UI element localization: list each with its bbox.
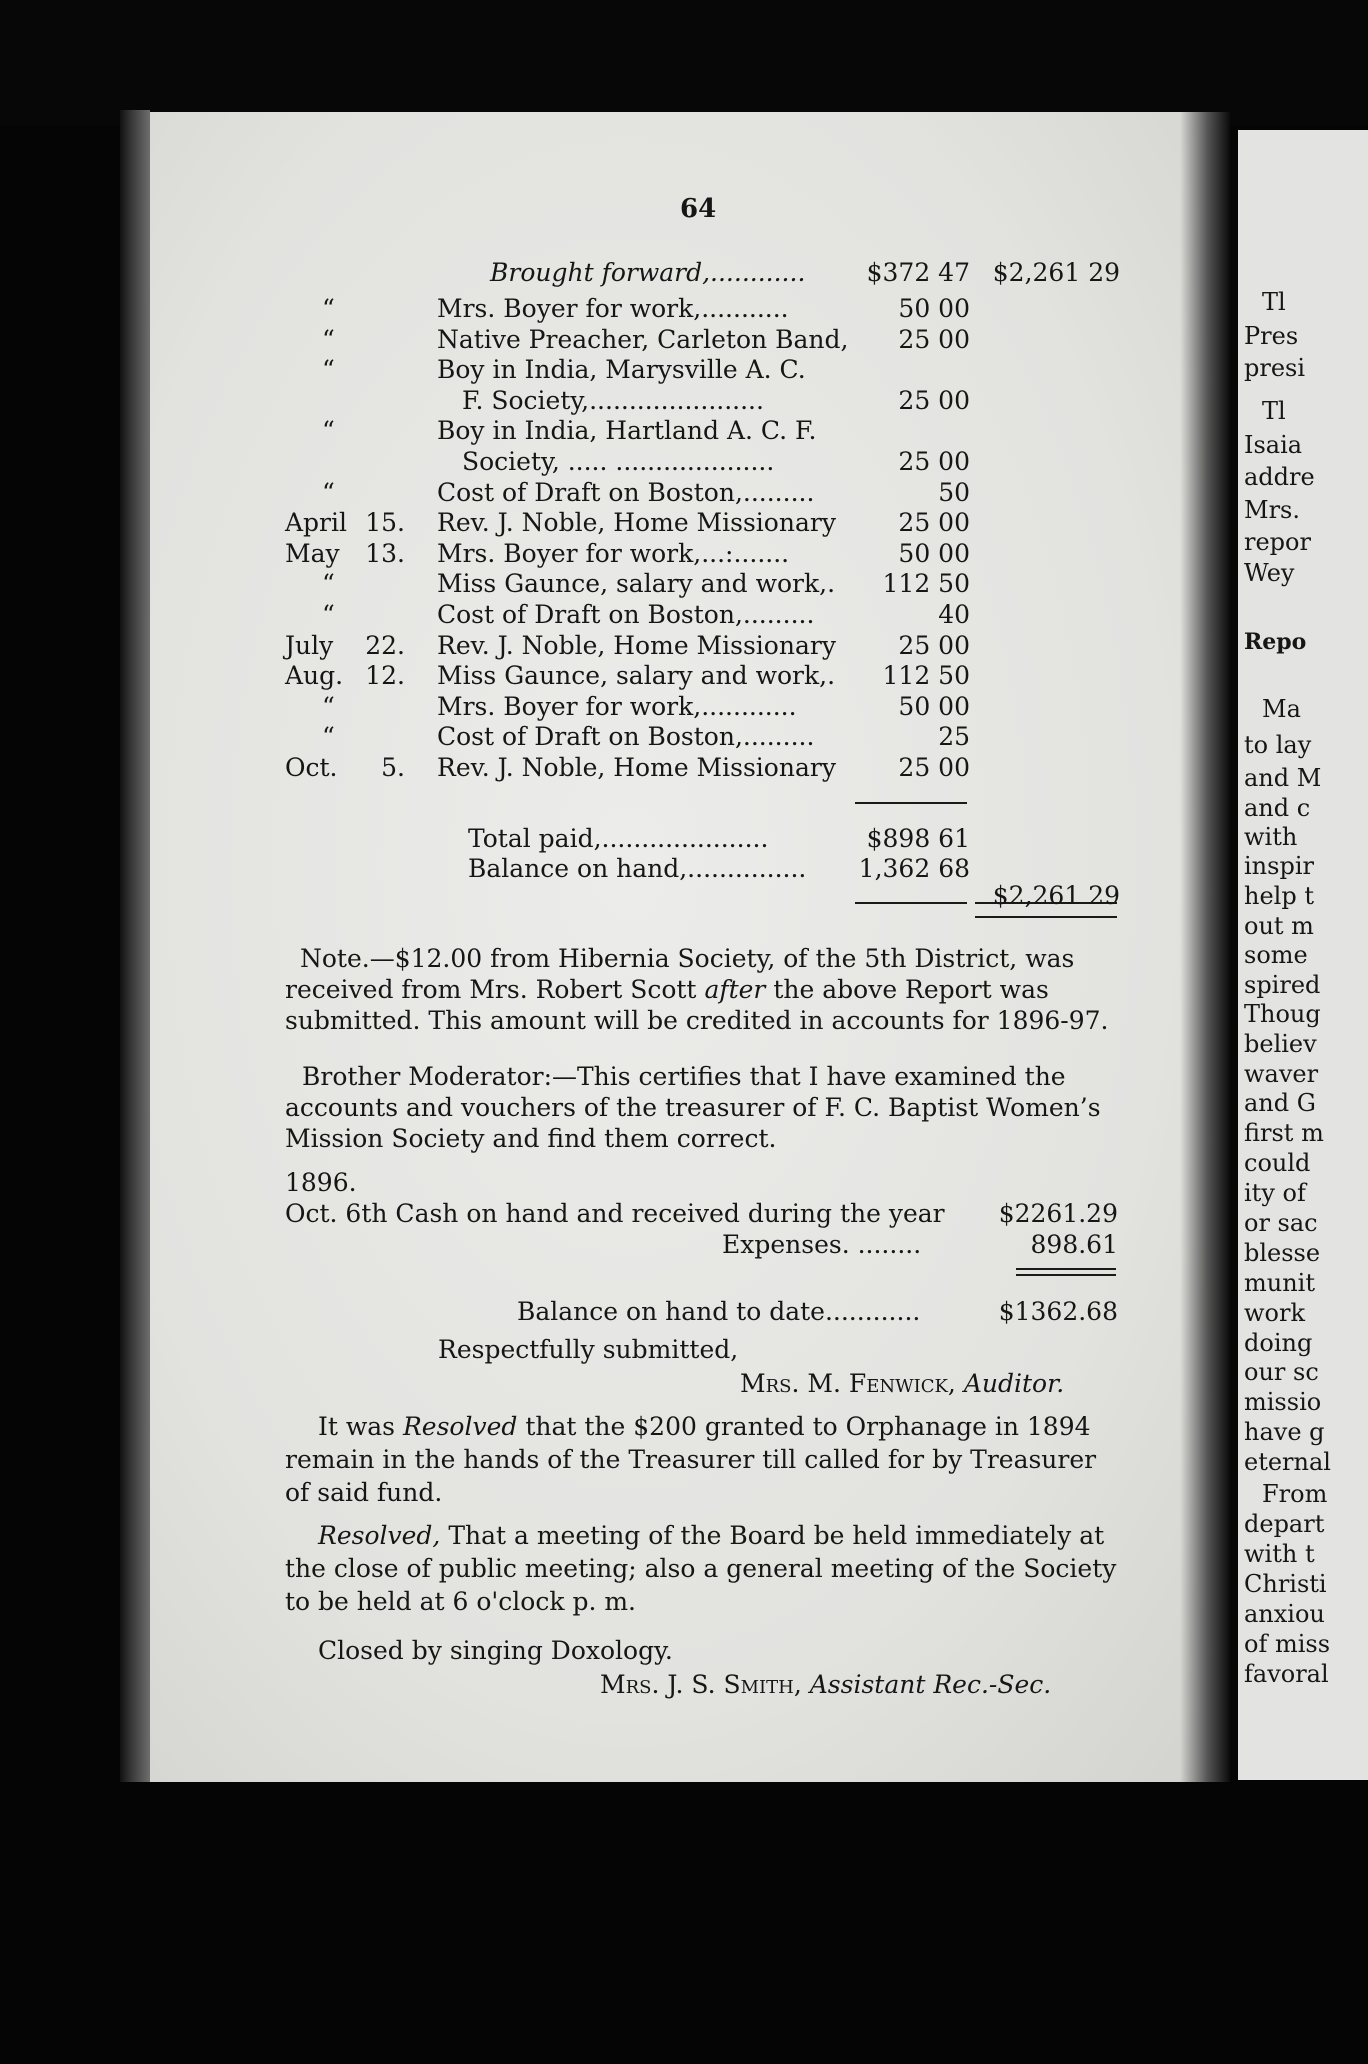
- book-gutter-shadow: [1180, 112, 1230, 1782]
- grand-total: $2,261 29: [992, 881, 1120, 910]
- facing-page-line: and G: [1244, 1089, 1316, 1117]
- facing-page-line: help t: [1244, 882, 1314, 910]
- brought-forward-total: $2,261 29: [992, 258, 1120, 287]
- facing-page-line: waver: [1244, 1060, 1319, 1088]
- facing-page-line: blesse: [1244, 1239, 1321, 1267]
- facing-page-line: addre: [1244, 463, 1315, 491]
- facing-page-line: missio: [1244, 1388, 1322, 1416]
- ledger-description: Mrs. Boyer for work,............: [437, 692, 797, 721]
- balance-rule: [1016, 1274, 1116, 1276]
- ledger-amount: 50 00: [898, 539, 970, 568]
- ledger-date: April: [285, 508, 347, 537]
- facing-page-line: presi: [1244, 354, 1306, 382]
- ledger-date: “: [322, 600, 335, 629]
- facing-page-line: and c: [1244, 794, 1311, 822]
- ledger-date: “: [322, 722, 335, 751]
- ledger-description: Boy in India, Hartland A. C. F.: [437, 416, 817, 445]
- ledger-date: “: [322, 325, 335, 354]
- resolution-line: remain in the hands of the Treasurer till called for by Treasurer: [285, 1445, 1097, 1474]
- ledger-date: “: [322, 416, 335, 445]
- facing-page-line: first m: [1244, 1119, 1324, 1147]
- ledger-amount: 25 00: [898, 631, 970, 660]
- ledger-description: Miss Gaunce, salary and work,.: [437, 661, 836, 690]
- facing-page-line: could: [1244, 1149, 1311, 1177]
- ledger-amount: 40: [938, 600, 970, 629]
- expenses-amount: 898.61: [1030, 1230, 1118, 1259]
- ledger-date: Aug.: [285, 661, 344, 690]
- ledger-description: Cost of Draft on Boston,.........: [437, 478, 815, 507]
- facing-page-line: Tl: [1262, 288, 1286, 316]
- closing-line: Closed by singing Doxology.: [318, 1636, 673, 1665]
- resolution-line: to be held at 6 o'clock p. m.: [285, 1587, 637, 1616]
- total-rule: [855, 902, 967, 904]
- scan-background-bottom: [0, 1782, 1368, 2064]
- facing-page-line: From: [1262, 1480, 1328, 1508]
- ledger-date: “: [322, 478, 335, 507]
- certificate-year: 1896.: [285, 1168, 357, 1197]
- ledger-amount: 50 00: [898, 294, 970, 323]
- facing-page-line: Thoug: [1244, 1000, 1321, 1028]
- auditor-certificate-line: accounts and vouchers of the treasurer of F. C. Baptist Women’s: [285, 1093, 1101, 1122]
- ledger-amount: 25: [938, 722, 970, 751]
- ledger-date: May: [285, 539, 340, 568]
- note-line: Note.—$12.00 from Hibernia Society, of the 5th District, was: [300, 944, 1075, 973]
- ledger-day: 15.: [365, 508, 405, 537]
- ledger-description: Cost of Draft on Boston,.........: [437, 600, 815, 629]
- page-number: 64: [680, 194, 717, 224]
- ledger-amount: 50: [938, 478, 970, 507]
- facing-page-line: our sc: [1244, 1358, 1319, 1386]
- ledger-amount: 25 00: [898, 508, 970, 537]
- auditor-certificate-line: Mission Society and find them correct.: [285, 1124, 777, 1153]
- facing-page-line: with: [1244, 823, 1298, 851]
- brought-forward-label: Brought forward,............: [490, 258, 806, 287]
- ledger-date: “: [322, 692, 335, 721]
- facing-page-line: munit: [1244, 1269, 1315, 1297]
- facing-page-line: of miss: [1244, 1630, 1331, 1658]
- ledger-day: 5.: [381, 753, 405, 782]
- balance-rule: [1016, 1268, 1116, 1270]
- note-line: submitted. This amount will be credited in accounts for 1896-97.: [285, 1006, 1109, 1035]
- balance-amount: 1,362 68: [858, 854, 970, 883]
- facing-page-line: Wey: [1244, 559, 1295, 587]
- facing-page-line: to lay: [1244, 731, 1312, 759]
- facing-page-line: Repo: [1244, 629, 1307, 655]
- brought-forward-amount: $372 47: [866, 258, 970, 287]
- facing-page-line: with t: [1244, 1540, 1315, 1568]
- total-paid-amount: $898 61: [866, 824, 970, 853]
- facing-page-line: Isaia: [1244, 431, 1303, 459]
- ledger-amount: 112 50: [882, 569, 970, 598]
- facing-page-line: anxiou: [1244, 1600, 1325, 1628]
- balance-to-date-amount: $1362.68: [998, 1297, 1118, 1326]
- facing-page-line: Pres: [1244, 322, 1299, 350]
- ledger-day: 12.: [365, 661, 405, 690]
- ledger-amount: 112 50: [882, 661, 970, 690]
- scan-background-top: [0, 0, 1368, 125]
- ledger-description: Miss Gaunce, salary and work,.: [437, 569, 836, 598]
- facing-page-line: some: [1244, 941, 1308, 969]
- facing-page-line: depart: [1244, 1510, 1325, 1538]
- ledger-description: Boy in India, Marysville A. C.: [437, 355, 806, 384]
- resolution-line: It was Resolved that the $200 granted to Orphanage in 1894: [318, 1412, 1091, 1441]
- ledger-description: Rev. J. Noble, Home Missionary: [437, 631, 836, 660]
- resolution-line: the close of public meeting; also a general meeting of the Society: [285, 1554, 1117, 1583]
- resolution-line: Resolved, That a meeting of the Board be held immediately at: [318, 1521, 1105, 1550]
- total-paid-label: Total paid,.....................: [468, 824, 769, 853]
- ledger-description: Rev. J. Noble, Home Missionary: [437, 753, 836, 782]
- ledger-date: “: [322, 355, 335, 384]
- auditor-certificate-line: Brother Moderator:—This certifies that I have examined the: [302, 1062, 1066, 1091]
- ledger-description: Cost of Draft on Boston,.........: [437, 722, 815, 751]
- ledger-date: July: [285, 631, 334, 660]
- facing-page-line: or sac: [1244, 1209, 1318, 1237]
- book-binding-edge: [120, 110, 150, 1790]
- facing-page-line: ity of: [1244, 1179, 1306, 1207]
- facing-page-line: favoral: [1244, 1660, 1329, 1688]
- facing-page-line: out m: [1244, 912, 1314, 940]
- ledger-date: Oct.: [285, 753, 338, 782]
- facing-page-line: Mrs.: [1244, 496, 1300, 524]
- ledger-date: “: [322, 294, 335, 323]
- cash-on-hand-amount: $2261.29: [998, 1199, 1118, 1228]
- note-line: received from Mrs. Robert Scott after the above Report was: [285, 975, 1049, 1004]
- ledger-description: Native Preacher, Carleton Band,: [437, 325, 849, 354]
- secretary-signature: Mrs. J. S. Smith, Assistant Rec.-Sec.: [600, 1670, 1052, 1699]
- resolution-line: of said fund.: [285, 1478, 443, 1507]
- facing-page-line: and M: [1244, 764, 1322, 792]
- ledger-description: Rev. J. Noble, Home Missionary: [437, 508, 836, 537]
- facing-page-line: work: [1244, 1299, 1306, 1327]
- ledger-amount: 25 00: [898, 447, 970, 476]
- facing-page-line: Tl: [1262, 397, 1286, 425]
- ledger-description: Society, ..... ....................: [462, 447, 775, 476]
- respectfully-submitted: Respectfully submitted,: [438, 1335, 739, 1364]
- cash-on-hand-label: Oct. 6th Cash on hand and received during the year: [285, 1199, 945, 1228]
- sum-rule: [855, 802, 967, 804]
- facing-page-line: eternal: [1244, 1448, 1331, 1476]
- ledger-day: 13.: [365, 539, 405, 568]
- facing-page-line: believ: [1244, 1030, 1317, 1058]
- expenses-label: Expenses. ........: [722, 1230, 922, 1259]
- ledger-day: 22.: [365, 631, 405, 660]
- facing-page-line: repor: [1244, 528, 1311, 556]
- ledger-amount: 25 00: [898, 325, 970, 354]
- facing-page-line: Christi: [1244, 1570, 1327, 1598]
- facing-page-line: Ma: [1262, 695, 1301, 723]
- facing-page-line: have g: [1244, 1418, 1325, 1446]
- auditor-signature: Mrs. M. Fenwick, Auditor.: [740, 1369, 1065, 1398]
- ledger-description: Mrs. Boyer for work,...:.......: [437, 539, 790, 568]
- ledger-amount: 25 00: [898, 386, 970, 415]
- balance-to-date-label: Balance on hand to date............: [517, 1297, 921, 1326]
- ledger-date: “: [322, 569, 335, 598]
- facing-page-line: inspir: [1244, 852, 1314, 880]
- facing-page-line: doing: [1244, 1329, 1313, 1357]
- facing-page-line: spired: [1244, 971, 1321, 999]
- ledger-description: F. Society,......................: [462, 386, 764, 415]
- ledger-amount: 25 00: [898, 753, 970, 782]
- balance-label: Balance on hand,...............: [468, 854, 807, 883]
- ledger-amount: 50 00: [898, 692, 970, 721]
- total-rule-double: [975, 916, 1117, 918]
- ledger-description: Mrs. Boyer for work,...........: [437, 294, 789, 323]
